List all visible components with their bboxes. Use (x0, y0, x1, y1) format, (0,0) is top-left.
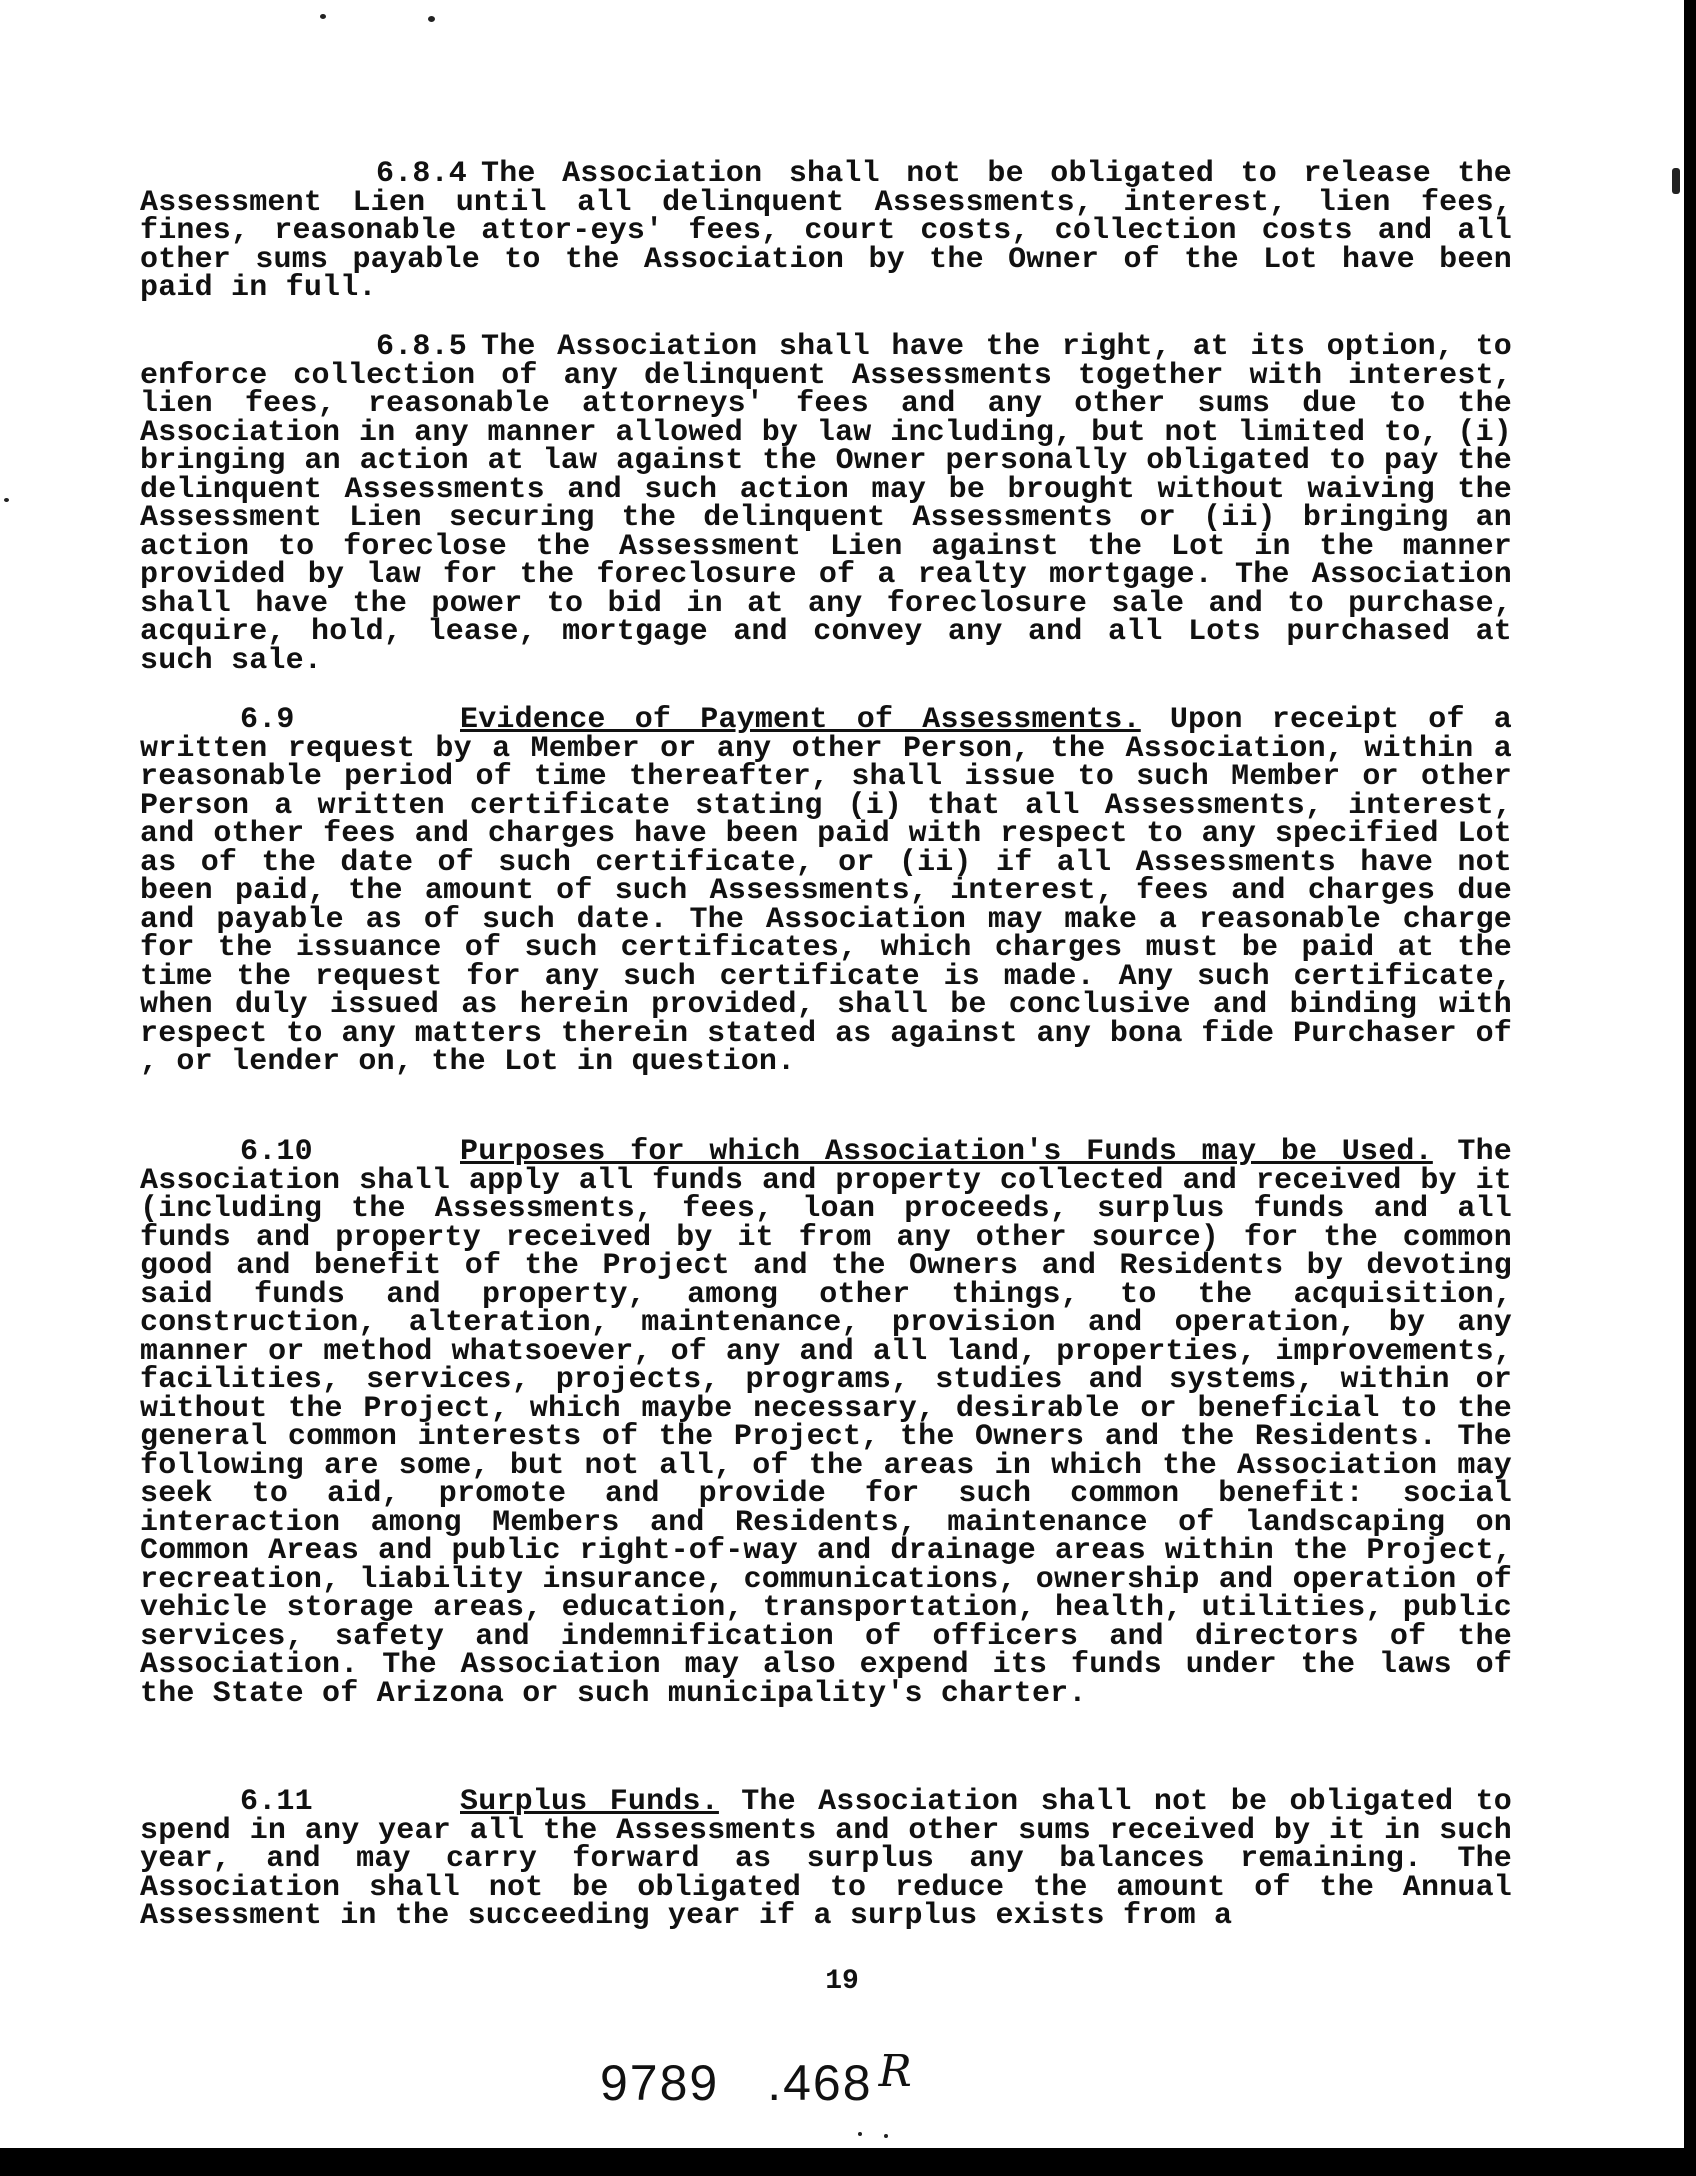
scan-speck (884, 2134, 888, 2138)
section-text: The Association shall not be obligated to spend in any year all the Assessments and other sums received by it in such year, and may carry forward as surplus any balances remaining. The Association shall not be obligated to reduce the amount of the Annual Assessment in the succeeding year if a surplus exists from a (140, 1785, 1512, 1933)
section-text: The Association shall not be obligated to release the Assessment Lien until all delinquent Assessments, interest, lien fees, fines, reasonable attor-eys' fees, court costs, collection costs and all other sums payable to the Association by the Owner of the Lot have been paid in full. (140, 157, 1512, 305)
scan-speck (320, 14, 326, 19)
section-text: The Association shall have the right, at its option, to enforce collection of any delinquent Assessments together with interest, lien fees, reasonable attorneys' fees and any other sums due to the Association in any manner allowed by law including, but not limited to, (i) bringing an action at law against the Owner personally obligated to pay the delinquent Assessments and such action may be brought without waiving the Assessment Lien securing the delinquent Assessments or (ii) bringing an action to foreclose the Assessment Lien against the Lot in the manner provided by law for the foreclosure of a realty mortgage. The Association shall have the power to bid in at any foreclosure sale and to purchase, acquire, hold, lease, mortgage and convey any and all Lots purchased at such sale. (140, 330, 1512, 678)
section-number: 6.8.4 (376, 157, 468, 191)
page-number: 19 (825, 1966, 859, 1997)
scan-speck (858, 2132, 862, 2136)
document-id (600, 2046, 962, 2112)
section-heading: Purposes for which Association's Funds may be Used. (460, 1135, 1433, 1169)
scan-speck (1672, 168, 1680, 194)
section-text: The Association shall apply all funds and property collected and received by it (including the Assessments, fees, loan proceeds, surplus funds and all funds and property received by it from any other source) for the common good and benefit of the Project and the Owners and Residents by devoting said funds and property, among other things, to the acquisition, construction, alteration, maintenance, provision and operation, by any manner or method whatsoever, of any and all land, properties, improvements, facilities, services, projects, programs, studies and systems, within or without the Project, which maybe necessary, desirable or beneficial to the general common interests of the Project, the Owners and the Residents. The following are some, but not all, of the areas in which the Association may seek to aid, promote and provide for such common benefit: social interaction among Members and Residents, maintenance of landscaping on Common Areas and public right-of-way and drainage areas within the Project, recreation, liability insurance, communications, ownership and operation of vehicle storage areas, education, transportation, health, utilities, public services, safety and indemnification of officers and directors of the Association. The Association may also expend its funds under the laws of the State of Arizona or such municipality's charter. (140, 1135, 1512, 1711)
section-6-9 (140, 703, 1513, 1079)
section-number: 6.8.5 (376, 330, 468, 364)
document-id-part1: 9789 (600, 2055, 720, 2111)
section-6-8-4 (140, 157, 1512, 305)
document-id-handwritten-mark: R (878, 2046, 914, 2097)
section-heading: Evidence of Payment of Assessments. (460, 703, 1141, 737)
section-6-10 (140, 1135, 1512, 1711)
section-6-11 (140, 1785, 1512, 1933)
scan-speck (4, 498, 9, 502)
scan-speck (428, 16, 435, 22)
section-6-8-5 (140, 330, 1512, 678)
section-number: 6.9 (240, 703, 295, 737)
section-heading: Surplus Funds. (460, 1785, 719, 1819)
document-id-part2: .468 (767, 2055, 873, 2111)
section-number: 6.11 (240, 1785, 313, 1819)
section-number: 6.10 (240, 1135, 313, 1169)
section-text: Upon receipt of a written request by a Member or any other Person, the Association, within a reasonable period of time thereafter, shall issue to such Member or other Person a written certificate stating (i) that all Assessments, interest, and other fees and charges have been paid with respect to any specified Lot as of the date of such certificate, or (ii) if all Assessments have not been paid, the amount of such Assessments, interest, fees and charges due and payable as of such date. The Association may make a reasonable charge for the issuance of such certificates, which charges must be paid at the time the request for any such certificate is made. Any such certificate, when duly issued as herein provided, shall be conclusive and binding with respect to any matters therein stated as against any bona fide Purchaser of , or lender on, the Lot in question. (140, 703, 1513, 1079)
